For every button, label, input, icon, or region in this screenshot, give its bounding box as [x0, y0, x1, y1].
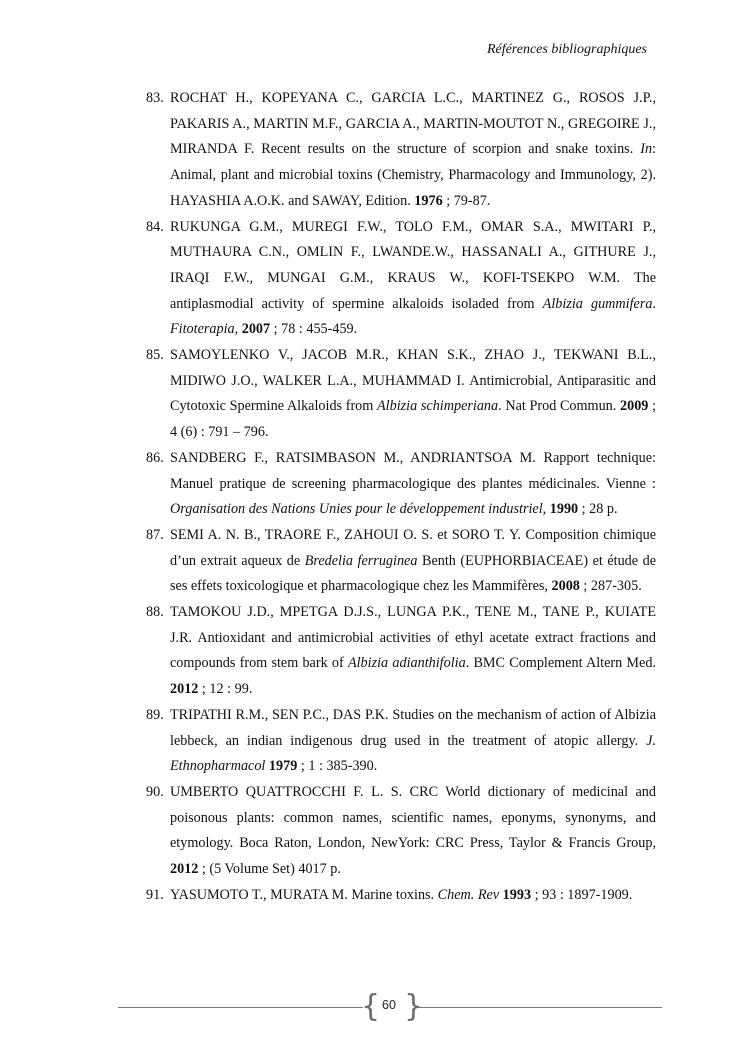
reference-text: [170, 604, 656, 697]
footer-rule-left: [118, 1007, 363, 1008]
reference-entry: [146, 446, 656, 523]
reference-text-segment: ,: [234, 321, 242, 338]
reference-text-segment: ; 93 : 1897-1909.: [531, 886, 633, 903]
reference-italic-text: Fitoterapia: [170, 321, 235, 338]
reference-number: 87.: [146, 526, 164, 543]
reference-number: 90.: [146, 783, 164, 800]
reference-year: 2008: [551, 578, 580, 595]
reference-text: [170, 90, 656, 209]
reference-text: [170, 707, 656, 774]
reference-entry: [146, 600, 656, 703]
reference-year: 2007: [241, 321, 271, 338]
reference-text-segment: YASUMOTO T., MURATA M. Marine toxins.: [170, 886, 438, 903]
reference-number: 86.: [146, 449, 164, 466]
reference-italic-text: Bredelia ferruginea: [304, 552, 418, 569]
reference-number: 83.: [146, 90, 164, 106]
reference-year: 2012: [170, 681, 199, 698]
reference-text-segment: UMBERTO QUATTROCCHI F. L. S. CRC World dictionary of medicinal and poisonous plants: common names, scientific names, eponyms, synonyms, and etymology. Boca Raton, London, NewYork: CRC Press, Taylor & Francis Group,: [170, 783, 656, 852]
reference-text-segment: RUKUNGA G.M., MUREGI F.W., TOLO F.M., OMAR S.A., MWITARI P., MUTHAURA C.N., OMLIN F., LWANDE.W., HASSANALI A., GITHURE J., IRAQI F.W., MUNGAI G.M., KRAUS W., KOFI-TSEKPO W.M. The antiplasmodial activity of spermine alkaloids isoladed from: [170, 218, 656, 312]
reference-year: 2009: [620, 398, 649, 415]
right-brace-ornament: }: [404, 989, 424, 1024]
running-header: Références bibliographiques: [486, 42, 647, 57]
reference-italic-text: Chem. Rev: [437, 886, 500, 903]
reference-entry: [146, 86, 656, 215]
reference-text-segment: ; 4 (6) : 791 – 796.: [170, 398, 656, 441]
reference-year: 1976: [414, 192, 443, 209]
reference-italic-text: Organisation des Nations Unies pour le développement industriel,: [170, 501, 547, 518]
reference-entry: [146, 703, 656, 780]
reference-text-segment: ROCHAT H., KOPEYANA C., GARCIA L.C., MARTINEZ G., ROSOS J.P., PAKARIS A., MARTIN M.F., GARCIA A., MARTIN-MOUTOT N., GREGOIRE J., MIRANDA F. Recent results on the structure of scorpion and snake toxins.: [170, 90, 656, 158]
reference-text: [170, 347, 656, 440]
reference-entry: [146, 215, 656, 344]
reference-year: 1993: [502, 886, 532, 903]
reference-text-segment: ; 78 : 455-459.: [270, 321, 358, 338]
reference-number: 85.: [146, 347, 164, 364]
reference-text-segment: SAMOYLENKO V., JACOB M.R., KHAN S.K., ZHAO J., TEKWANI B.L., MIDIWO J.O., WALKER L.A., MUHAMMAD I. Antimicrobial, Antiparasitic and Cytotoxic Spermine Alkaloids from: [170, 347, 656, 415]
reference-text-segment: . BMC Complement Altern Med.: [465, 655, 656, 672]
reference-italic-text: Albizia gummifera: [542, 295, 653, 312]
reference-text: [170, 887, 632, 903]
reference-text-segment: TAMOKOU J.D., MPETGA D.J.S., LUNGA P.K., TENE M., TANE P., KUIATE J.R. Antioxidant and antimicrobial activities of ethyl acetate extract fractions and compounds from stem bark of: [170, 604, 656, 672]
reference-year: 2012: [170, 861, 199, 878]
reference-number: 88.: [146, 604, 164, 621]
reference-text: [170, 527, 656, 594]
reference-italic-text: In: [640, 141, 653, 158]
reference-text: [170, 450, 656, 517]
reference-year: 1990: [549, 501, 579, 518]
reference-entry: [146, 523, 656, 600]
reference-list: [146, 86, 656, 909]
reference-text-segment: SANDBERG F., RATSIMBASON M., ANDRIANTSOA M. Rapport technique: Manuel pratique de screening pharmacologique des plantes médicinales. Vienne :: [170, 449, 656, 492]
reference-text-segment: ; 1 : 385-390.: [297, 758, 378, 775]
reference-text-segment: ; (5 Volume Set) 4017 p.: [198, 861, 341, 878]
reference-italic-text: J. Ethnopharmacol: [170, 732, 656, 775]
reference-italic-text: Albizia schimperiana: [377, 398, 499, 415]
reference-text-segment: SEMI A. N. B., TRAORE F., ZAHOUI O. S. et SORO T. Y. Composition chimique d’un extrait aqueux de: [170, 526, 656, 569]
reference-text: [170, 219, 656, 338]
reference-text-segment: . Nat Prod Commun.: [498, 398, 620, 415]
reference-text-segment: ; 79-87.: [442, 192, 491, 209]
reference-italic-text: Albizia adianthifolia: [347, 655, 466, 672]
reference-text-segment: : Animal, plant and microbial toxins (Chemistry, Pharmacology and Immunology, 2). HAYASHIA A.O.K. and SAWAY, Edition.: [170, 141, 656, 209]
reference-text: [170, 784, 656, 877]
reference-text-segment: ; 28 p.: [578, 501, 618, 518]
footer-rule-right: [418, 1007, 662, 1008]
left-brace-ornament: {: [361, 989, 381, 1024]
reference-year: 1979: [268, 758, 298, 775]
reference-text-segment: ; 12 : 99.: [198, 681, 253, 698]
reference-text-segment: .: [652, 295, 656, 312]
reference-text-segment: TRIPATHI R.M., SEN P.C., DAS P.K. Studies on the mechanism of action of Albizia lebbeck, an indian indigenous drug used in the treatment of atopic allergy.: [170, 706, 656, 749]
reference-number: 89.: [146, 706, 164, 723]
reference-entry: [146, 343, 656, 446]
reference-number: 84.: [146, 218, 164, 235]
page-number: 60: [382, 998, 396, 1012]
reference-entry: [146, 780, 656, 883]
reference-entry: [146, 883, 656, 909]
reference-text-segment: Benth (EUPHORBIACEAE) et étude de ses effets toxicologique et pharmacologique chez les Mammifères,: [170, 552, 656, 595]
reference-number: 91.: [146, 886, 164, 903]
reference-text-segment: ; 287-305.: [579, 578, 642, 595]
